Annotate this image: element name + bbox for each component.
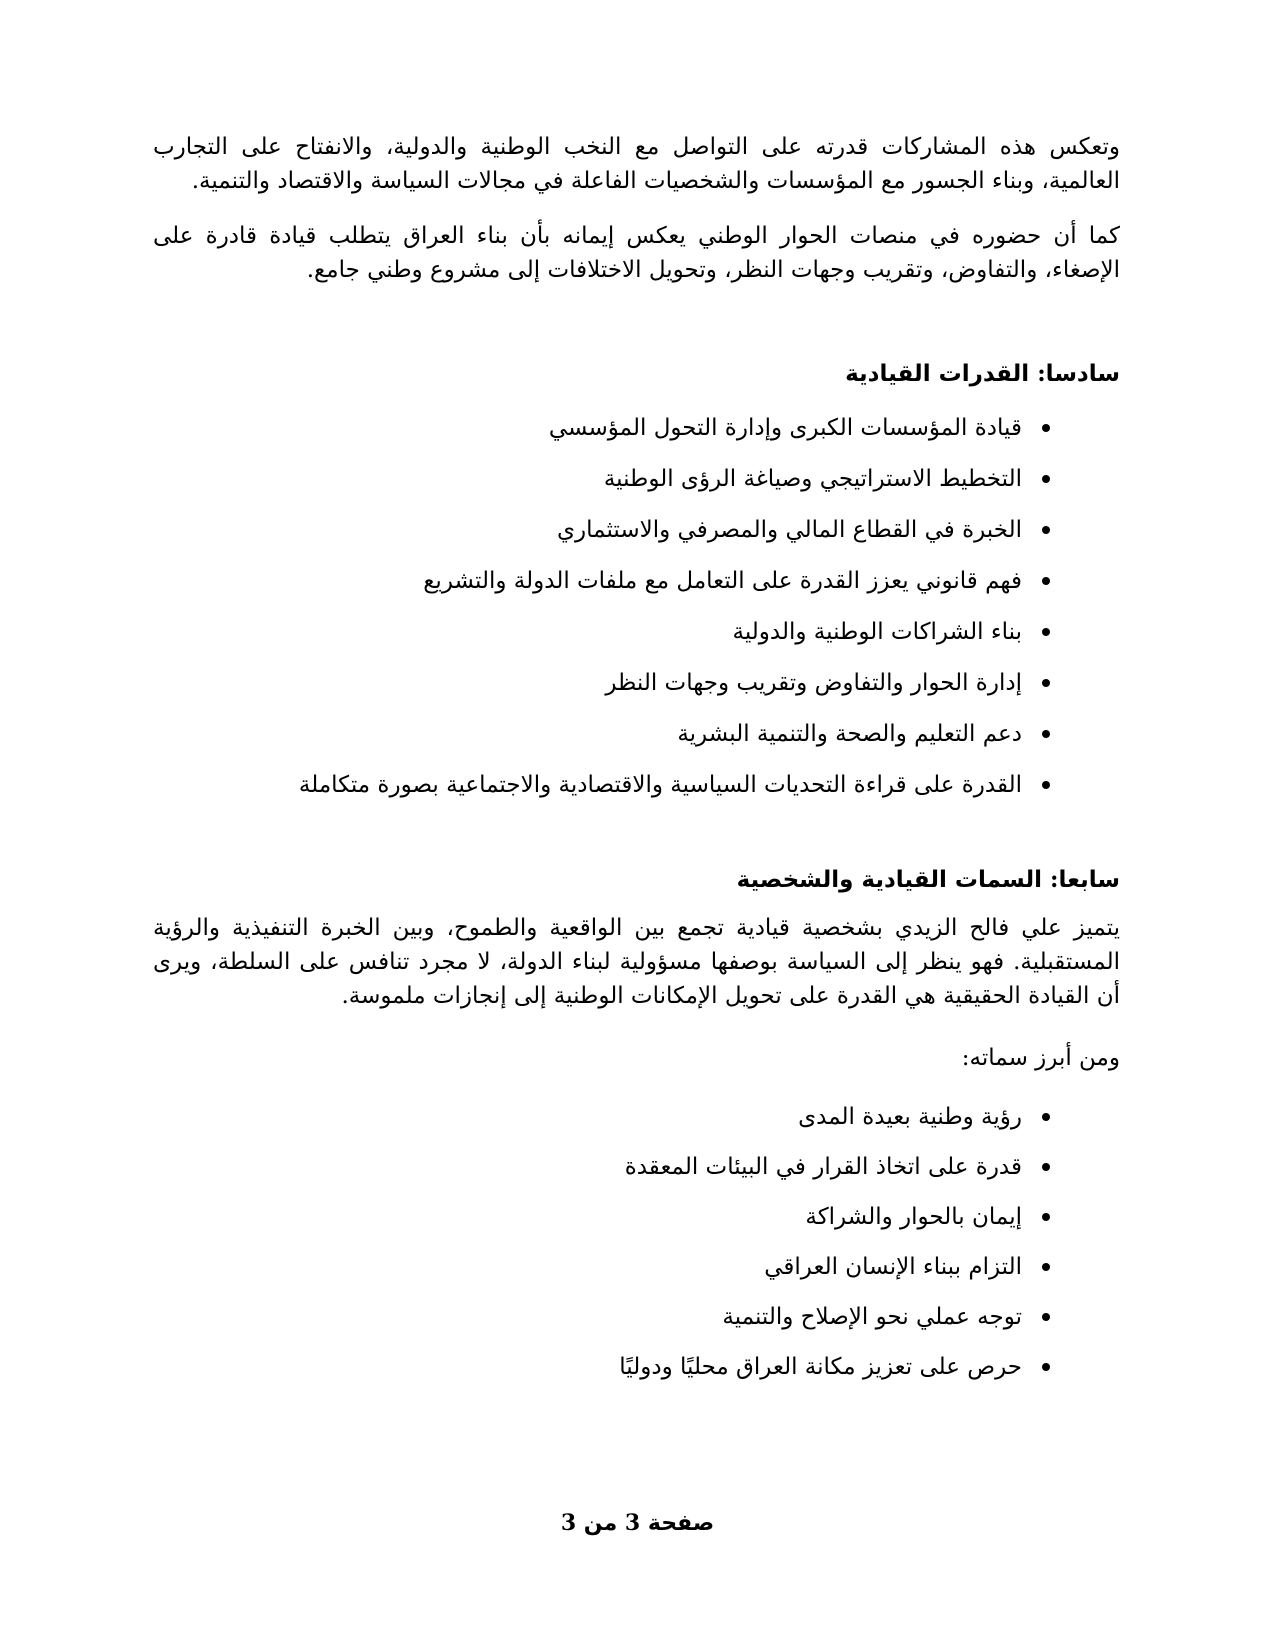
list-item: [153, 1150, 1120, 1184]
bullet-dot-icon: [1042, 475, 1050, 483]
bullet-dot-icon: [1042, 424, 1050, 432]
list-item: [153, 768, 1120, 802]
list-item-text: قدرة على اتخاذ القرار في البيئات المعقدة: [624, 1154, 1022, 1180]
list-item-text: دعم التعليم والصحة والتنمية البشرية: [677, 721, 1022, 747]
list-item: [153, 1100, 1120, 1134]
body-paragraph-personality: يتميز علي فالح الزيدي بشخصية قيادية تجمع بين الواقعية والطموح، وبين الخبرة التنفيذية والرؤية المستقبلية. فهو ينظر إلى السياسة بوصفها مسؤولية لبناء الدولة، لا مجرد تنافس على السلطة، ويرى أن القيادة الحقيقية هي القدرة على تحويل الإمكانات الوطنية إلى إنجازات ملموسة.: [153, 915, 1120, 1009]
list-item: [153, 411, 1120, 445]
list-item-text: التزام ببناء الإنسان العراقي: [764, 1254, 1022, 1280]
section-heading-leadership-capabilities: سادسا: القدرات القيادية: [845, 360, 1120, 387]
list-item: [153, 1200, 1120, 1234]
bullet-dot-icon: [1042, 1363, 1050, 1371]
section-heading-leadership-traits: سابعا: السمات القيادية والشخصية: [736, 866, 1120, 893]
bullet-dot-icon: [1042, 1113, 1050, 1121]
list-item-text: بناء الشراكات الوطنية والدولية: [732, 619, 1022, 645]
lead-in-most-prominent-traits: ومن أبرز سماته:: [961, 1045, 1120, 1071]
list-item: [153, 462, 1120, 496]
bullet-dot-icon: [1042, 1163, 1050, 1171]
bullet-dot-icon: [1042, 577, 1050, 585]
list-item-text: رؤية وطنية بعيدة المدى: [798, 1104, 1022, 1130]
list-item: [153, 666, 1120, 700]
page-number-footer: صفحة 3 من 3: [560, 1510, 715, 1536]
bullet-dot-icon: [1042, 1313, 1050, 1321]
list-item-text: حرص على تعزيز مكانة العراق محليًا ودوليًا: [619, 1354, 1022, 1380]
body-paragraph-participations: وتعكس هذه المشاركات قدرته على التواصل مع النخب الوطنية والدولية، والانفتاح على التجارب العالمية، وبناء الجسور مع المؤسسات والشخصيات الفاعلة في مجالات السياسة والاقتصاد والتنمية.: [153, 134, 1120, 194]
list-item: [153, 1350, 1120, 1384]
list-item: [153, 717, 1120, 751]
list-item-text: القدرة على قراءة التحديات السياسية والاقتصادية والاجتماعية بصورة متكاملة: [298, 772, 1022, 798]
list-item-text: فهم قانوني يعزز القدرة على التعامل مع ملفات الدولة والتشريع: [423, 568, 1022, 594]
list-item-text: التخطيط الاستراتيجي وصياغة الرؤى الوطنية: [603, 466, 1022, 492]
list-item-text: الخبرة في القطاع المالي والمصرفي والاستثماري: [557, 517, 1022, 543]
list-item-text: إدارة الحوار والتفاوض وتقريب وجهات النظر: [605, 670, 1022, 696]
personal-traits-list: [153, 1100, 1120, 1400]
list-item: [153, 564, 1120, 598]
list-item-text: إيمان بالحوار والشراكة: [805, 1204, 1022, 1230]
bullet-dot-icon: [1042, 526, 1050, 534]
list-item: [153, 1250, 1120, 1284]
leadership-capabilities-list: [153, 411, 1120, 819]
list-item-text: توجه عملي نحو الإصلاح والتنمية: [722, 1304, 1022, 1330]
bullet-dot-icon: [1042, 679, 1050, 687]
bullet-dot-icon: [1042, 730, 1050, 738]
bullet-dot-icon: [1042, 628, 1050, 636]
list-item-text: قيادة المؤسسات الكبرى وإدارة التحول المؤسسي: [548, 415, 1022, 441]
bullet-dot-icon: [1042, 781, 1050, 789]
bullet-dot-icon: [1042, 1263, 1050, 1271]
list-item: [153, 513, 1120, 547]
list-item: [153, 1300, 1120, 1334]
body-paragraph-dialogue-platforms: كما أن حضوره في منصات الحوار الوطني يعكس إيمانه بأن بناء العراق يتطلب قيادة قادرة على الإصغاء، والتفاوض، وتقريب وجهات النظر، وتحويل الاختلافات إلى مشروع وطني جامع.: [153, 223, 1120, 283]
list-item: [153, 615, 1120, 649]
bullet-dot-icon: [1042, 1213, 1050, 1221]
